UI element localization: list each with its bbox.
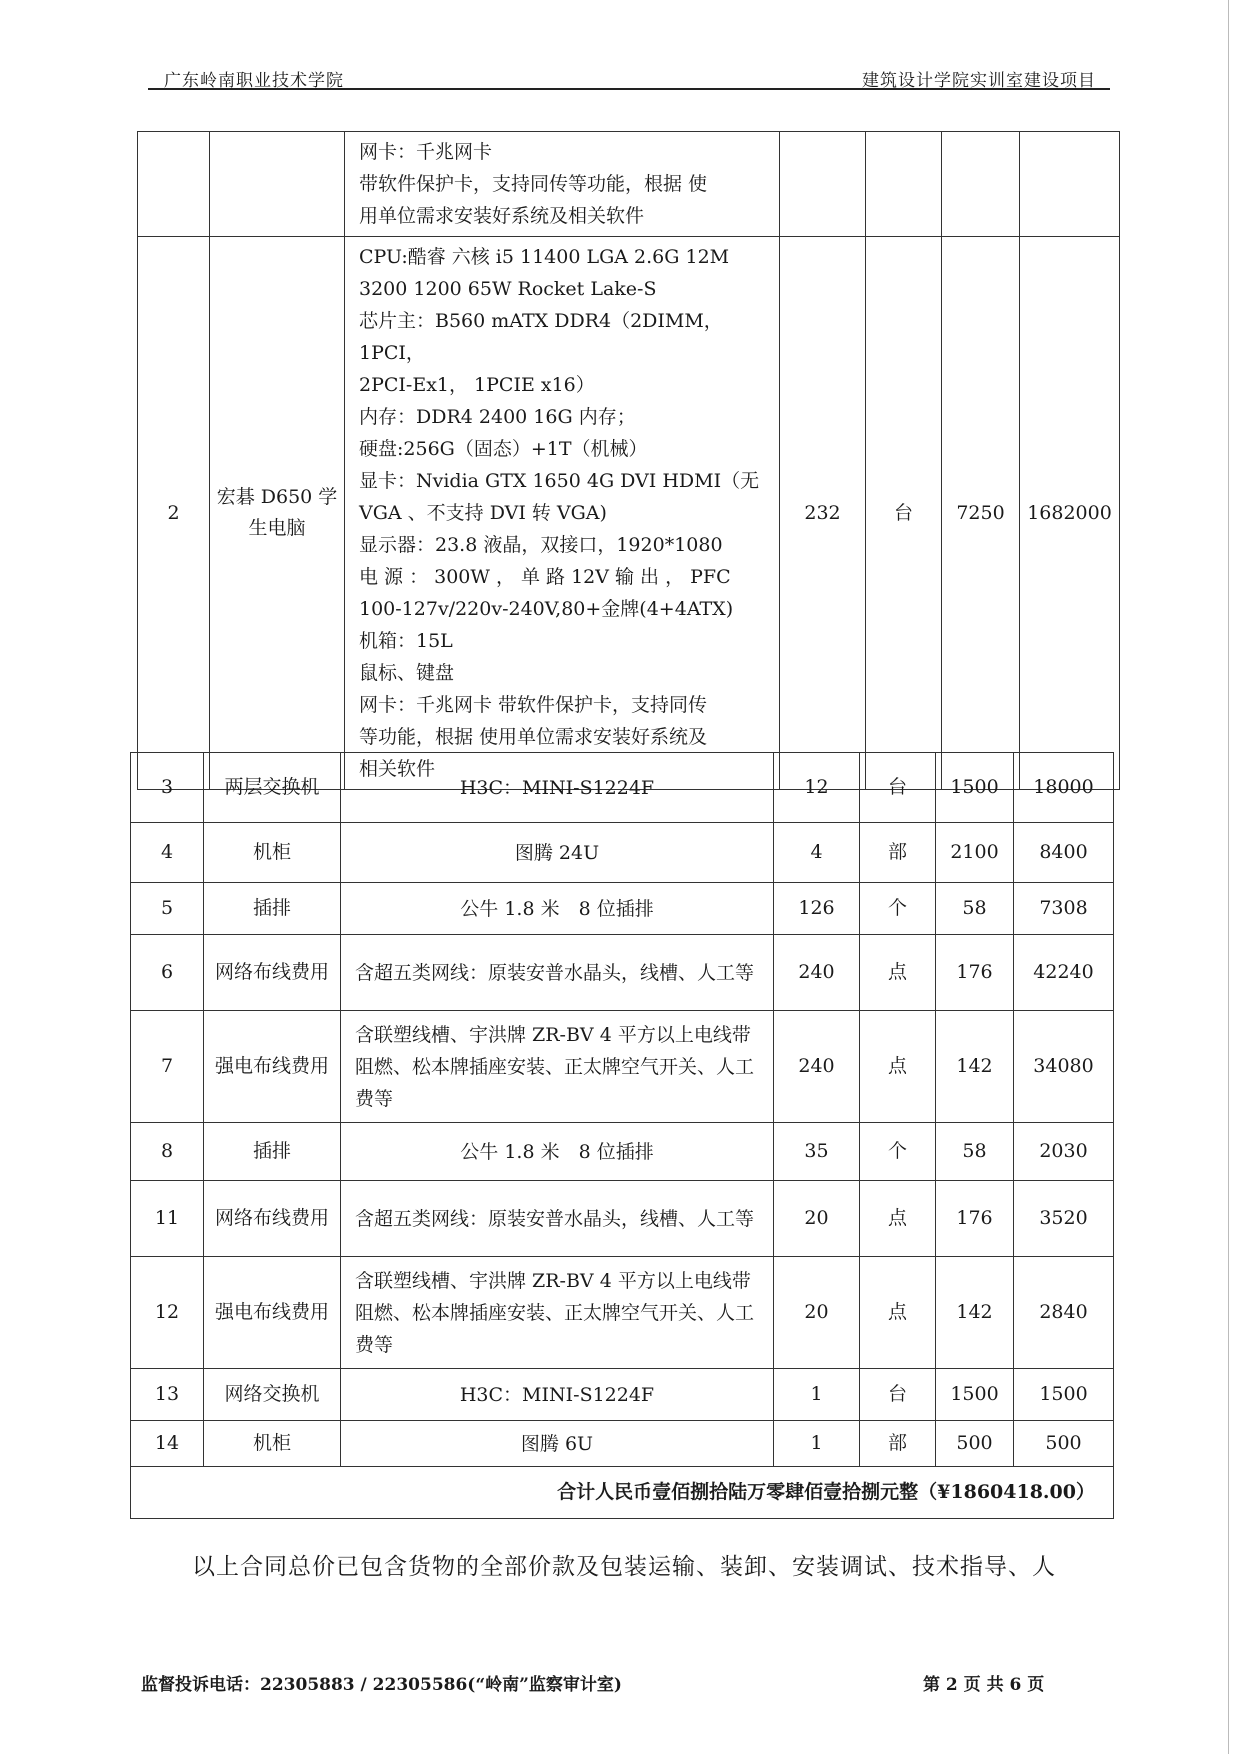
- page-header: [148, 62, 1110, 90]
- item-spec: 含联塑线槽、宇洪牌 ZR-BV 4 平方以上电线带阻燃、松本牌插座安装、正太牌空气开关、人工费等: [341, 1257, 774, 1369]
- item-name: 宏碁 D650 学生电脑: [210, 237, 345, 790]
- equipment-table-upper: [137, 131, 1119, 790]
- item-unit: 点: [860, 1181, 936, 1257]
- spec-line: 鼠标、键盘: [359, 662, 455, 684]
- total-row: [131, 1467, 1114, 1519]
- contract-paragraph: 以上合同总价已包含货物的全部价款及包装运输、装卸、安装调试、技术指导、人: [192, 1554, 1056, 1580]
- table-row: [131, 1421, 1114, 1467]
- item-number: 3: [131, 753, 204, 823]
- item-amount: 7308: [1014, 883, 1114, 935]
- item-name: 机柜: [204, 823, 341, 883]
- table-row: [131, 1123, 1114, 1181]
- item-number: 4: [131, 823, 204, 883]
- item-unit: 部: [860, 823, 936, 883]
- item-unit: 个: [860, 883, 936, 935]
- item-unit-price: 176: [936, 1181, 1014, 1257]
- table-row: [131, 883, 1114, 935]
- item-amount: 1682000: [1020, 237, 1120, 790]
- item-spec: [345, 237, 780, 790]
- item-quantity: 20: [774, 1257, 860, 1369]
- item-name: 强电布线费用: [204, 1257, 341, 1369]
- item-unit: 部: [860, 1421, 936, 1467]
- item-unit: 点: [860, 935, 936, 1011]
- item-quantity: 1: [774, 1421, 860, 1467]
- spec-line: 芯片主：B560 mATX DDR4（2DIMM，1PCI，: [359, 310, 723, 364]
- item-amount: 2840: [1014, 1257, 1114, 1369]
- item-quantity: 126: [774, 883, 860, 935]
- item-quantity: 35: [774, 1123, 860, 1181]
- item-spec: H3C：MINI-S1224F: [341, 753, 774, 823]
- table-row: [131, 823, 1114, 883]
- spec-line: 网卡：千兆网卡 带软件保护卡，支持同传: [359, 694, 708, 716]
- item-quantity: 1: [774, 1369, 860, 1421]
- item-unit-price: 58: [936, 883, 1014, 935]
- spec-line: 用单位需求安装好系统及相关软件: [359, 205, 645, 227]
- table-row: [138, 132, 1120, 237]
- spec-line: 显示器：23.8 液晶，双接口，1920*1080: [359, 534, 723, 556]
- item-amount: 42240: [1014, 935, 1114, 1011]
- spec-line: CPU:酷睿 六核 i5 11400 LGA 2.6G 12M: [359, 246, 730, 268]
- item-amount: 3520: [1014, 1181, 1114, 1257]
- item-name: 插排: [204, 883, 341, 935]
- spec-line: 相关软件: [359, 758, 436, 780]
- item-number: 13: [131, 1369, 204, 1421]
- item-unit-price: 142: [936, 1011, 1014, 1123]
- item-spec: [345, 132, 780, 237]
- table-row: [131, 1257, 1114, 1369]
- table-row: [131, 1369, 1114, 1421]
- item-number: 8: [131, 1123, 204, 1181]
- item-number: 6: [131, 935, 204, 1011]
- item-unit: [866, 132, 942, 237]
- table-row: [131, 935, 1114, 1011]
- item-quantity: [780, 132, 866, 237]
- spec-line: 等功能，根据 使用单位需求安装好系统及: [359, 726, 708, 748]
- contract-total: 合计人民币壹佰捌拾陆万零肆佰壹拾捌元整（¥1860418.00）: [131, 1467, 1114, 1519]
- item-unit-price: 142: [936, 1257, 1014, 1369]
- item-name: [210, 132, 345, 237]
- item-unit: 个: [860, 1123, 936, 1181]
- item-name: 强电布线费用: [204, 1011, 341, 1123]
- item-unit-price: 7250: [942, 237, 1020, 790]
- item-amount: 8400: [1014, 823, 1114, 883]
- item-number: 11: [131, 1181, 204, 1257]
- item-amount: 2030: [1014, 1123, 1114, 1181]
- spec-line: 电 源 ： 300W ， 单 路 12V 输 出 ， PFC: [359, 566, 731, 588]
- item-quantity: 20: [774, 1181, 860, 1257]
- item-unit-price: 2100: [936, 823, 1014, 883]
- item-unit-price: 1500: [936, 753, 1014, 823]
- item-unit: 台: [866, 237, 942, 790]
- spec-line: 显卡：Nvidia GTX 1650 4G DVI HDMI（无: [359, 470, 760, 492]
- item-amount: 1500: [1014, 1369, 1114, 1421]
- header-project-name: 建筑设计学院实训室建设项目: [862, 71, 1096, 91]
- item-unit: 点: [860, 1011, 936, 1123]
- item-number: 12: [131, 1257, 204, 1369]
- item-spec: 公牛 1.8 米 8 位插排: [341, 1123, 774, 1181]
- item-quantity: 240: [774, 935, 860, 1011]
- spec-line: 100-127v/220v-240V,80+金牌(4+4ATX): [359, 598, 734, 620]
- item-amount: 34080: [1014, 1011, 1114, 1123]
- item-name: 机柜: [204, 1421, 341, 1467]
- item-unit: 点: [860, 1257, 936, 1369]
- spec-line: 硬盘:256G（固态）+1T（机械）: [359, 438, 648, 460]
- complaint-hotline: 监督投诉电话：22305883 / 22305586(“岭南”监察审计室): [141, 1675, 622, 1695]
- spec-line: VGA 、不支持 DVI 转 VGA): [359, 502, 607, 524]
- item-spec: 图腾 24U: [341, 823, 774, 883]
- table-row: [131, 753, 1114, 823]
- item-name: 网络布线费用: [204, 1181, 341, 1257]
- table-row: [131, 1011, 1114, 1123]
- item-spec: 公牛 1.8 米 8 位插排: [341, 883, 774, 935]
- item-number: 2: [138, 237, 210, 790]
- item-spec: 含超五类网线：原装安普水晶头，线槽、人工等: [341, 1181, 774, 1257]
- item-unit: 台: [860, 753, 936, 823]
- item-spec: 图腾 6U: [341, 1421, 774, 1467]
- scan-edge-line: [1228, 0, 1229, 1754]
- item-number: 14: [131, 1421, 204, 1467]
- equipment-table-lower: [130, 752, 1113, 1519]
- page-number: 第 2 页 共 6 页: [923, 1675, 1045, 1695]
- table-row: [131, 1181, 1114, 1257]
- item-unit: 台: [860, 1369, 936, 1421]
- spec-line: 带软件保护卡，支持同传等功能，根据 使: [359, 173, 708, 195]
- item-number: [138, 132, 210, 237]
- table-row: [138, 237, 1120, 790]
- spec-line: 3200 1200 65W Rocket Lake-S: [359, 278, 657, 300]
- item-unit-price: 176: [936, 935, 1014, 1011]
- item-quantity: 232: [780, 237, 866, 790]
- item-amount: 18000: [1014, 753, 1114, 823]
- spec-line: 内存：DDR4 2400 16G 内存；: [359, 406, 636, 428]
- spec-line: 网卡：千兆网卡: [359, 141, 493, 163]
- item-name: 网络布线费用: [204, 935, 341, 1011]
- item-quantity: 4: [774, 823, 860, 883]
- item-unit-price: 58: [936, 1123, 1014, 1181]
- item-unit-price: 1500: [936, 1369, 1014, 1421]
- spec-line: 2PCI-Ex1， 1PCIE x16）: [359, 374, 595, 396]
- item-amount: [1020, 132, 1120, 237]
- item-name: 插排: [204, 1123, 341, 1181]
- item-spec: H3C：MINI-S1224F: [341, 1369, 774, 1421]
- item-unit-price: 500: [936, 1421, 1014, 1467]
- spec-line: 机箱：15L: [359, 630, 453, 652]
- item-quantity: 240: [774, 1011, 860, 1123]
- header-school-name: 广东岭南职业技术学院: [164, 71, 344, 91]
- item-quantity: 12: [774, 753, 860, 823]
- item-number: 7: [131, 1011, 204, 1123]
- item-spec: 含联塑线槽、宇洪牌 ZR-BV 4 平方以上电线带阻燃、松本牌插座安装、正太牌空气开关、人工费等: [341, 1011, 774, 1123]
- item-amount: 500: [1014, 1421, 1114, 1467]
- item-name: 两层交换机: [204, 753, 341, 823]
- item-number: 5: [131, 883, 204, 935]
- item-name: 网络交换机: [204, 1369, 341, 1421]
- item-unit-price: [942, 132, 1020, 237]
- item-spec: 含超五类网线：原装安普水晶头，线槽、人工等: [341, 935, 774, 1011]
